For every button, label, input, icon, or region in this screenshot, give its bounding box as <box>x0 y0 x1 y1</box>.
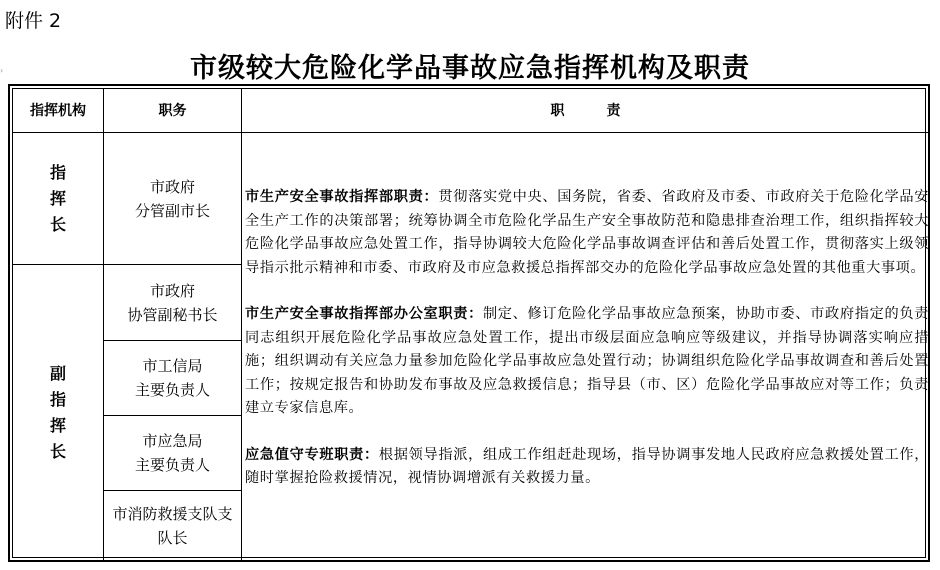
org-deputy-char: 挥 <box>49 416 66 435</box>
header-org: 指挥机构 <box>30 102 86 119</box>
position-line: 市政府 <box>149 281 195 300</box>
position-line: 主要负责人 <box>134 381 210 399</box>
org-commander <box>13 133 103 264</box>
position-line: 协管副秘书长 <box>127 305 218 324</box>
page-edge-marker: › <box>0 66 4 75</box>
duty-text: 制定、修订危险化学品事故应急预案，协助市委、市政府指定的负责同志组织开展危险化学品事故应急处置工作，提出市级层面应急响应等级建议，并指导协调落实响应措施；组织调动有关应急力量参加危险化学品事故应急处置行动；协调组织危险化学品事故调查和善后处置工作；按规定报告和协助发布事故及应急救援信息；指导县（市、区）危险化学品事故应对等工作；负责建立专家信息库。 <box>245 306 929 416</box>
org-commander-char: 挥 <box>49 188 66 208</box>
org-deputy-char: 副 <box>49 364 66 383</box>
duty-label: 应急值守专班职责： <box>245 446 379 463</box>
duty-table <box>8 84 930 562</box>
duty-description <box>245 186 929 514</box>
org-commander-char: 指 <box>49 162 66 182</box>
header-duty: 职 责 <box>550 102 621 119</box>
org-deputy-commander <box>13 265 103 561</box>
position-vice-mayor <box>104 133 241 264</box>
org-deputy-char: 长 <box>49 442 66 461</box>
position-line: 市工信局 <box>142 357 203 375</box>
position-line: 市消防救援支队支 <box>112 505 233 523</box>
document-title: 市级较大危险化学品事故应急指挥机构及职责 <box>190 53 750 84</box>
position-line: 市政府 <box>149 177 195 196</box>
duty-table-inner-border <box>12 88 929 558</box>
position-line: 主要负责人 <box>134 456 210 474</box>
duty-text: 贯彻落实党中央、国务院，省委、省政府及市委、市政府关于危险化学品安全生产工作的决策部署；统筹协调全市危险化学品生产安全事故防范和隐患排查治理工作，组织指挥较大危险化学品事故应急处置工作，指导协调较大危险化学品事故调查评估和善后处置工作，贯彻落实上级领导指示批示精神和市委、市政府及市应急救援总指挥部交办的危险化学品事故应急处置的其他重大事项。 <box>245 189 929 276</box>
position-fire-rescue-captain <box>104 491 241 561</box>
position-line: 分管副市长 <box>134 201 210 220</box>
duty-paragraph <box>245 303 929 421</box>
position-line: 市应急局 <box>142 432 203 450</box>
duty-paragraph <box>245 186 929 280</box>
header-position: 职务 <box>158 102 187 119</box>
org-deputy-char: 指 <box>49 390 66 409</box>
duty-label: 市生产安全事故指挥部办公室职责： <box>245 306 483 322</box>
position-industry-bureau-head <box>104 341 241 415</box>
position-line: 队长 <box>157 529 188 547</box>
duty-text: 根据领导指派，组成工作组赶赴现场，指导协调事发地人民政府应急救援处置工作，随时掌握抢险救援情况，视情协调增派有关救援力量。 <box>245 446 929 486</box>
org-commander-char: 长 <box>49 214 66 234</box>
position-deputy-secretary-general <box>104 265 241 340</box>
duty-paragraph <box>245 444 929 491</box>
attachment-label: 附件 2 <box>5 10 62 32</box>
position-emergency-bureau-head <box>104 416 241 490</box>
duty-label: 市生产安全事故指挥部职责： <box>245 189 439 205</box>
